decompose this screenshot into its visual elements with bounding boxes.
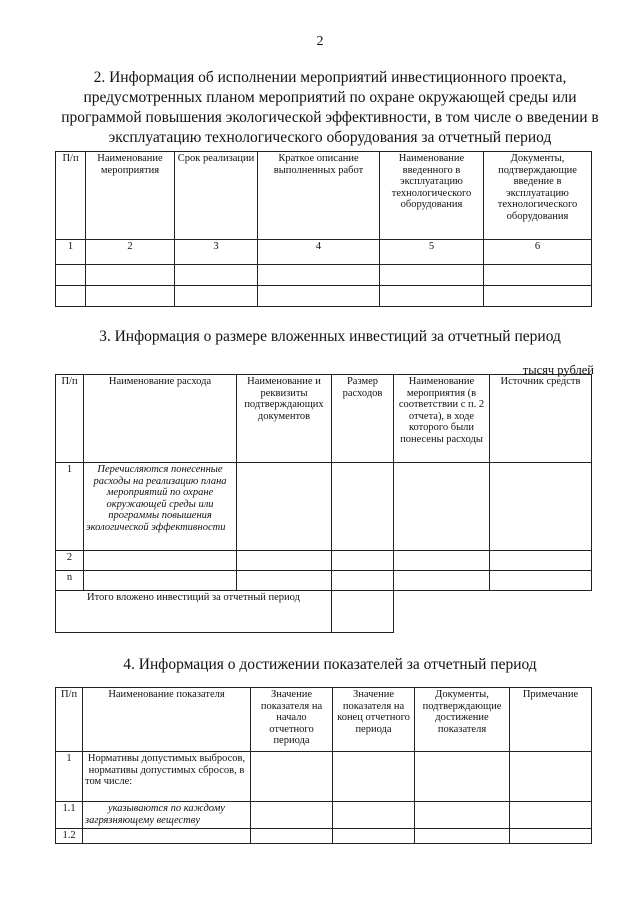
table-cell[interactable] <box>510 802 592 829</box>
table-row <box>56 286 592 307</box>
col-header: Значение показателя на начало отчетного периода <box>251 688 333 752</box>
col-header: Значение показателя на конец отчетного периода <box>333 688 415 752</box>
table-cell[interactable] <box>332 551 394 571</box>
table-cell[interactable] <box>237 551 332 571</box>
row-number: n <box>56 571 84 591</box>
empty-cell <box>490 591 592 633</box>
table-cell[interactable] <box>333 802 415 829</box>
section-4-heading: 4. Информация о достижении показателей за отчетный период <box>123 656 537 673</box>
col-header: Наименование введенного в эксплуатацию технологического оборудования <box>380 152 484 240</box>
row-number: 1 <box>56 463 84 551</box>
total-row <box>56 591 592 633</box>
unit-label: тысяч рублей <box>522 363 594 377</box>
col-header: Наименование мероприятия (в соответствии с п. 2 отчета), в ходе которого были понесены расходы <box>394 375 490 463</box>
table-cell[interactable] <box>380 265 484 286</box>
table-header-row <box>56 152 592 240</box>
table-cell[interactable] <box>484 265 592 286</box>
table-row <box>56 752 592 802</box>
table-cell[interactable] <box>484 286 592 307</box>
table-cell[interactable] <box>175 265 258 286</box>
column-number: 1 <box>56 240 86 265</box>
table-row <box>56 265 592 286</box>
page-number: 2 <box>316 34 324 49</box>
table-cell[interactable] <box>237 571 332 591</box>
table-header-row <box>56 375 592 463</box>
column-number: 5 <box>380 240 484 265</box>
table-cell[interactable] <box>490 463 592 551</box>
table-row <box>56 571 592 591</box>
row-description: Перечисляются понесенные расходы на реализацию плана мероприятий по охране окружающей среды или программы повышения экологической эффективности <box>84 463 237 551</box>
col-header: Наименование и реквизиты подтверждающих документов <box>237 375 332 463</box>
row-description: Нормативы допустимых выбросов, нормативы допустимых сбросов, в том числе: <box>83 752 251 802</box>
table-cell[interactable] <box>394 551 490 571</box>
table-cell[interactable] <box>84 551 237 571</box>
section-2-heading: 2. Информация об исполнении мероприятий инвестиционного проекта, предусмотренных планом мероприятий по охране окружающей среды или программой повышения экологической эффективности, в том числе о введении в эксплуатацию технологического оборудования за отчетный период <box>61 69 599 146</box>
table-cell[interactable] <box>333 752 415 802</box>
table-cell[interactable] <box>510 829 592 844</box>
col-header: Документы, подтверждающие достижение показателя <box>415 688 510 752</box>
col-header: Срок реализации <box>175 152 258 240</box>
table-cell[interactable] <box>415 802 510 829</box>
table-project-activities <box>55 151 592 307</box>
col-header: Краткое описание выполненных работ <box>258 152 380 240</box>
table-cell[interactable] <box>56 286 86 307</box>
table-row <box>56 829 592 844</box>
column-number: 4 <box>258 240 380 265</box>
table-cell[interactable] <box>510 752 592 802</box>
col-header: Наименование расхода <box>84 375 237 463</box>
col-header: Документы, подтверждающие введение в эксплуатацию технологического оборудования <box>484 152 592 240</box>
table-cell[interactable] <box>175 286 258 307</box>
section-3-heading: 3. Информация о размере вложенных инвестиций за отчетный период <box>99 328 561 345</box>
table-cell[interactable] <box>84 571 237 591</box>
table-cell[interactable] <box>332 571 394 591</box>
table-cell[interactable] <box>251 752 333 802</box>
column-number: 6 <box>484 240 592 265</box>
column-number-row <box>56 240 592 265</box>
table-row <box>56 551 592 571</box>
table-cell[interactable] <box>237 463 332 551</box>
column-number: 2 <box>86 240 175 265</box>
empty-cell <box>394 591 490 633</box>
row-number: 2 <box>56 551 84 571</box>
table-cell[interactable] <box>56 265 86 286</box>
table-cell[interactable] <box>258 265 380 286</box>
total-value-cell[interactable] <box>332 591 394 633</box>
table-cell[interactable] <box>251 802 333 829</box>
total-label: Итого вложено инвестиций за отчетный период <box>56 591 332 633</box>
table-cell[interactable] <box>380 286 484 307</box>
row-number: 1.2 <box>56 829 83 844</box>
table-cell[interactable] <box>86 286 175 307</box>
table-cell[interactable] <box>333 829 415 844</box>
table-cell[interactable] <box>86 265 175 286</box>
col-header: Источник средств <box>490 375 592 463</box>
table-cell[interactable] <box>415 829 510 844</box>
table-cell[interactable] <box>394 463 490 551</box>
table-row <box>56 463 592 551</box>
table-cell[interactable] <box>415 752 510 802</box>
row-description: указываются по каждому загрязняющему веществу <box>83 802 251 829</box>
col-header: П/п <box>56 688 83 752</box>
table-cell[interactable] <box>332 463 394 551</box>
table-cell[interactable] <box>83 829 251 844</box>
table-investments <box>55 374 592 633</box>
col-header: П/п <box>56 152 86 240</box>
table-cell[interactable] <box>490 551 592 571</box>
column-number: 3 <box>175 240 258 265</box>
row-number: 1.1 <box>56 802 83 829</box>
table-cell[interactable] <box>258 286 380 307</box>
col-header: Размер расходов <box>332 375 394 463</box>
table-header-row <box>56 688 592 752</box>
col-header: Примечание <box>510 688 592 752</box>
col-header: Наименование показателя <box>83 688 251 752</box>
col-header: П/п <box>56 375 84 463</box>
row-number: 1 <box>56 752 83 802</box>
table-row <box>56 802 592 829</box>
table-indicators <box>55 687 592 844</box>
table-cell[interactable] <box>490 571 592 591</box>
table-cell[interactable] <box>251 829 333 844</box>
col-header: Наименование мероприятия <box>86 152 175 240</box>
table-cell[interactable] <box>394 571 490 591</box>
